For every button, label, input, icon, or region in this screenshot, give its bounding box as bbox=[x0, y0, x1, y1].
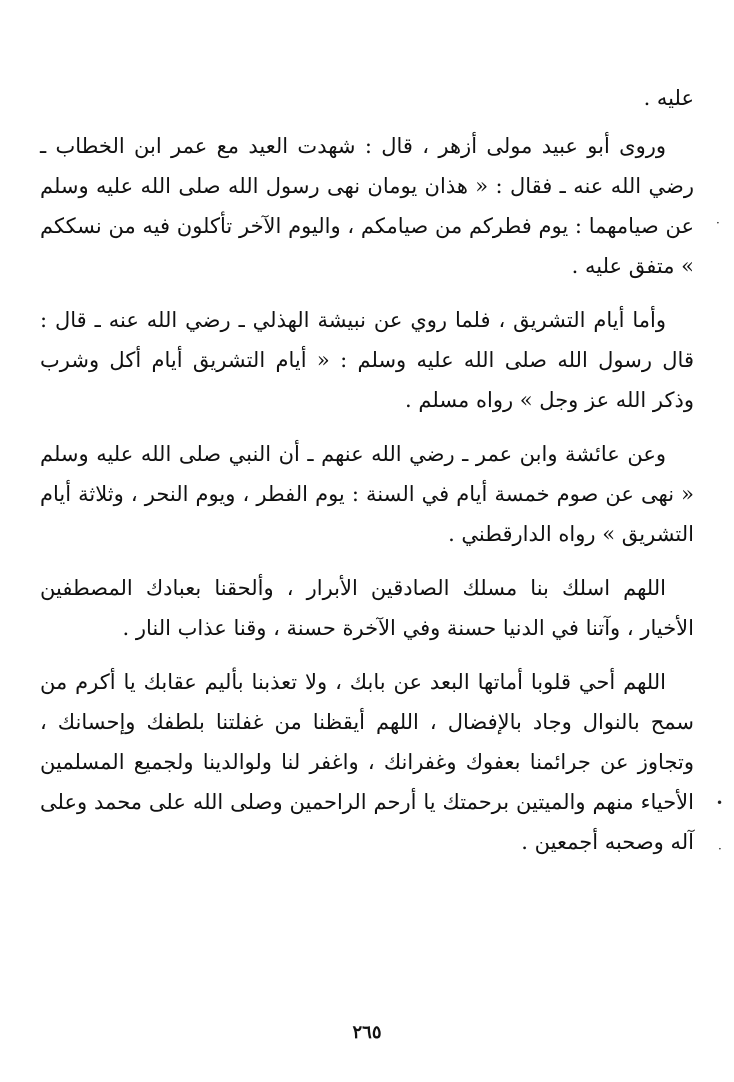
margin-speck: · bbox=[716, 216, 720, 230]
body-text bbox=[40, 78, 694, 876]
margin-speck: · bbox=[718, 842, 722, 856]
paragraph-continuation: عليه . bbox=[643, 86, 694, 110]
margin-speck: • bbox=[716, 796, 724, 810]
paragraph-tashriq-days: وأما أيام التشريق ، فلما روي عن نبيشة الهذلي ـ رضي الله عنه ـ قال : قال رسول الله صلى الله عليه وسلم : « أيام التشريق أيام أكل وشرب وذكر الله عز وجل » رواه مسلم . bbox=[40, 308, 694, 412]
page-number: ٢٦٥ bbox=[352, 1022, 382, 1043]
paragraph-hadith-abu-ubayd: وروى أبو عبيد مولى أزهر ، قال : شهدت العيد مع عمر ابن الخطاب ـ رضي الله عنه ـ فقال : « هذان يومان نهى رسول الله صلى الله عليه وسلم عن صيامهما : يوم فطركم من صيامكم ، واليوم الآخر تأكلون فيه من نسككم » متفق عليه . bbox=[40, 134, 694, 278]
paragraph-dua-first: اللهم اسلك بنا مسلك الصادقين الأبرار ، وألحقنا بعبادك المصطفين الأخيار ، وآتنا في الدنيا حسنة وفي الآخرة حسنة ، وقنا عذاب النار . bbox=[40, 576, 694, 640]
paragraph-dua-second: اللهم أحي قلوبا أماتها البعد عن بابك ، ولا تعذبنا بأليم عقابك يا أكرم من سمح بالنوال وجاد بالإفضال ، اللهم أيقظنا من غفلتنا بلطفك وإحسانك ، وتجاوز عن جرائمنا بعفوك وغفرانك ، واغفر لنا ولوالدينا ولجميع المسلمين الأحياء منهم والميتين برحمتك يا أرحم الراحمين وصلى الله على محمد وعلى آله وصحبه أجمعين . bbox=[40, 670, 694, 854]
paragraph-hadith-aisha: وعن عائشة وابن عمر ـ رضي الله عنهم ـ أن النبي صلى الله عليه وسلم « نهى عن صوم خمسة أيام في السنة : يوم الفطر ، ويوم النحر ، وثلاثة أيام التشريق » رواه الدارقطني . bbox=[40, 442, 694, 546]
